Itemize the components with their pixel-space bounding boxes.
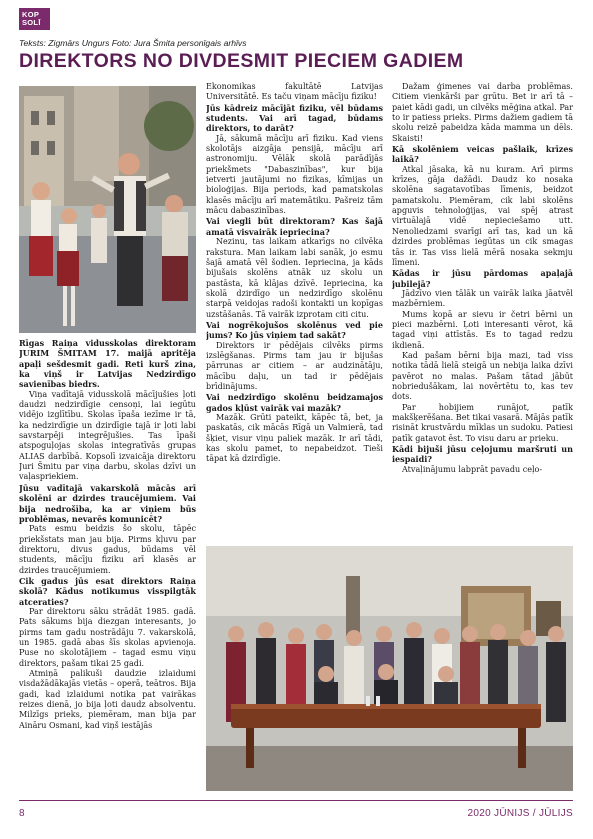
article-lead: Rīgas Raiņa vidusskolas direktoram JURIM ŠMITAM 17. maijā apritēja apaļi sešdesmit gadi. Reti kurš zina, ka viņš ir Latvijas Nedzirdīgo savienības biedrs. xyxy=(19,338,196,390)
interview-question: Kādi bijuši jūsu ceļojumu maršruti un iespaidi? xyxy=(392,444,573,465)
footer-rule xyxy=(19,800,573,801)
interview-question: Kādas ir jūsu pārdomas apaļajā jubilejā? xyxy=(392,268,573,289)
article-column-2 xyxy=(206,82,383,532)
paragraph: Par hobijiem runājot, patīk makšķerēšana. Bet tikai vasarā. Mājās patīk risināt krustvārdu mīklas un sudoku. Patiesi patīk gatavot ēst. To visu daru ar prieku. xyxy=(392,402,573,443)
paragraph: Jādzīvo vien tālāk un vairāk laika jāatvēl mazbērniem. xyxy=(392,288,573,309)
interview-question: Vai nedzirdīgo skolēnu beidzamajos gados kļūst vairāk vai mazāk? xyxy=(206,392,383,413)
paragraph: Pats esmu beidzis šo skolu, tāpēc priekšstats man jau bija. Pirms kļuvu par direktoru, divus gadus, būdams vēl students, mācīju fiziku arī klasēs ar dzirdes traucējumiem. xyxy=(19,524,196,575)
staff-group-photo xyxy=(206,546,573,791)
paragraph: Direktors ir pēdējais cilvēks pirms izslēgšanas. Pirms tam jau ir bijušas pārrunas ar citiem – ar audzinātāju, mācību daļu, un tad ir pēdējais brīdinājums. xyxy=(206,340,383,391)
interview-question: Cik gadus jūs esat direktors Raiņa skolā? Kādus notikumus visspilgtāk atceraties? xyxy=(19,575,196,607)
paragraph: Mazāk. Grūti pateikt, kāpēc tā, bet, ja paskatās, cik mācās Rīgā un Valmierā, tad šķiet, visur viņu paliek mazāk. Ir arī tādi, kas skolu pamet, to nepabeidzot. Tieši tāpat kā dzirdīgie. xyxy=(206,413,383,464)
paragraph: Viņa vadītajā vidusskolā mācījušies ļoti daudzi nedzirdīgie censoņi, lai iegūtu vidējo izglītību. Skolas īpaša iezīme ir tā, ka nedzirdīgie un dzirdīgie tajā ir ļoti labi savstarpēji integrējušies. Tas īpaši atspoguļojas skolas integratīvās grupas ALIAS darbībā. Kopsolī izvaicāja direktoru Juri Šmitu par viņa darbu, skolas dzīvi un vaļaspriekiem. xyxy=(19,389,196,482)
article-title: DIREKTORS NO DIVDESMIT PIECIEM GADIEM xyxy=(19,50,464,72)
paragraph: Nezinu, tas laikam atkarīgs no cilvēka rakstura. Man laikam labi sanāk, jo esmu šajā amatā vēl šodien. Iepriecina, ja kāds bijušais skolēns atnāk uz skolu un pastāsta, kā klājas dzīvē. Iepriecina, ka skolā dzirdīgo un nedzirdīgo skolēnu starpā veidojas radoši kontakti un kopīgas uzstāšanās. Tā vairāk izprotam citi citu. xyxy=(206,237,383,319)
festival-photo xyxy=(19,86,196,333)
author-credits: Teksts: Zigmārs Ungurs Foto: Jura Šmita personīgais arhīvs xyxy=(19,38,247,48)
interview-question: Jūs kādreiz mācījāt fiziku, vēl būdams students. Vai arī tagad, būdams direktors, to darāt? xyxy=(206,102,383,134)
paragraph: Ekonomikas fakultātē Latvijas Universitātē. Es taču viņam mācīju fiziku! xyxy=(206,82,383,102)
paragraph: Atmiņā palikuši daudzie izlaidumi visdažādākajās vietās – operā, teātros. Bija gadi, kad izlaidumi notika pat vairākas reizes dienā, jo bija ļoti daudz absolventu. Milzīgs prieks, piemēram, man bija par Aināru Osmani, kad viņš iestājās xyxy=(19,669,196,730)
interview-question: Jūsu vadītajā vakarskolā mācās arī skolēni ar dzirdes traucējumiem. Vai bija nedrošība, ka ar viņiem būs problēmas, nevarēs komunicēt? xyxy=(19,482,196,524)
interview-question: Kā skolēniem veicas pašlaik, krīzes laikā? xyxy=(392,144,573,165)
logo-line1: KOP xyxy=(22,10,40,19)
paragraph: Kad pašam bērni bija mazi, tad viss notika tādā lielā steigā un nebija laika dzīvi pavērot no malas. Pašam tātad jābūt nobriedušākam, lai novērtētu to, kas tev dots. xyxy=(392,350,573,402)
interview-question: Vai viegli būt direktoram? Kas šajā amatā visvairāk iepriecina? xyxy=(206,216,383,237)
paragraph: Atvaļinājumu labprāt pavadu ceļo- xyxy=(402,464,543,474)
interview-question: Vai nogrēkojušos skolēnus ved pie jums? Ko jūs viņiem tad sakāt? xyxy=(206,319,383,341)
article-column-1 xyxy=(19,338,196,790)
issue-date: 2020 JŪNIJS / JŪLIJS xyxy=(467,808,573,819)
paragraph: Mums kopā ar sievu ir četri bērni un pieci mazbērni. Ļoti interesanti vērot, kā tagad viņi attīstās. Es to tagad redzu ikdienā. xyxy=(392,309,573,350)
paragraph: Atkal jāsaka, kā nu kuram. Arī pirms krīzes, gāja dažādi. Daudz ko nosaka skolēna sagatavotības līmenis, beidzot pamatskolu. Piemēram, cik labi skolēns apguvis tehnoloģijas, vai spēj atrast virtuālajā vidē nepieciešamo utt. Nenoliedzami svarīgi arī tas, kad un kā dzirdes problēmas iegūtas un cik smagas tās ir. Tas viss lielā mērā nosaka sekmju līmeni. xyxy=(392,164,573,267)
paragraph: Jā, sākumā mācīju arī fiziku. Kad viens skolotājs aizgāja pensijā, mācīju arī astronomiju. Vēlāk skolā parādījās priekšmets "Dabaszinības", kur bija ietverti jautājumi no fizikas, ķīmijas un bioloģijas. Bija periods, kad pamatskolas klasēs mācīju arī matemātiku. Pašreiz tām mācu dabaszinības. xyxy=(206,133,383,216)
magazine-logo xyxy=(19,8,50,30)
page-number: 8 xyxy=(19,808,25,819)
paragraph: Par direktoru sāku strādāt 1985. gadā. Pats sākums bija diezgan interesants, jo pirms tam gadu nostrādāju 7. vakarskolā, un 1985. gadā abas šīs skolas apvienoja. Puse no skolotājiem – tagad esmu viņu direktors, pašam tikai 25 gadi. xyxy=(19,606,196,668)
logo-line2: SOLĪ xyxy=(22,18,41,27)
article-column-3 xyxy=(392,82,573,532)
paragraph: Dažam ģimenes vai darba problēmas. Citiem vienkārši par grūtu. Bet ir arī tā – paiet kādi gadi, un cilvēks mēģina atkal. Par to ir patiess prieks. Pirms dažiem gadiem tā skolu reizē pabeidza kāda mamma un dēls. Skaisti! xyxy=(392,82,573,143)
